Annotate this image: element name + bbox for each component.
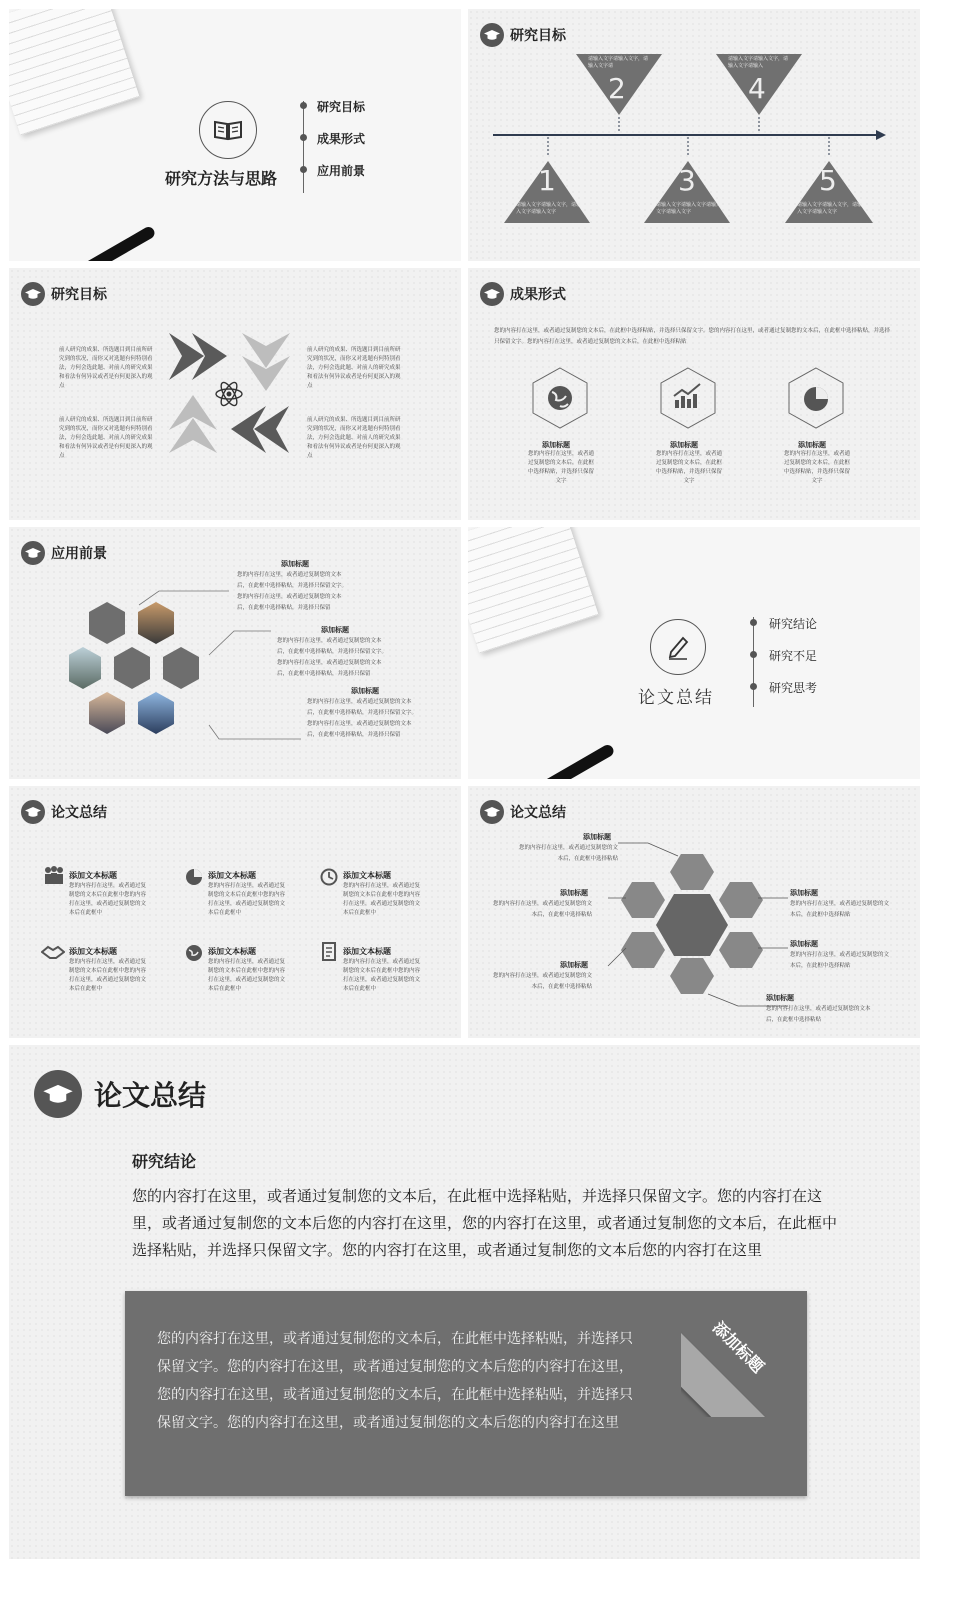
- document-icon: [322, 942, 338, 962]
- agenda-item: 研究思考: [769, 681, 818, 695]
- step-number: 1: [538, 164, 556, 197]
- pen-image: [81, 225, 156, 261]
- item-text: 您的内容打在这里，或者通过复制您的文本后在此框中您的内容打在这里，或者通过复制您的文本后在此框中: [69, 883, 147, 916]
- globe-icon: [530, 366, 590, 430]
- agenda-item: 研究结论: [769, 617, 818, 631]
- item-title: 添加标题: [351, 687, 379, 695]
- step-number: 2: [608, 72, 626, 105]
- slide-outcome-form: [468, 268, 920, 520]
- bullet-dot: [300, 134, 307, 141]
- item-text: 您的内容打在这里，或者通过复制您的文本后，在此框中选择粘贴，并选择只保留文字。您的内容打在这里，或者通过复制您的文本后，在此框中选择粘贴，并选择只保留: [237, 572, 348, 611]
- graduation-cap-icon: [480, 282, 504, 306]
- pencil-icon: [650, 619, 706, 675]
- bullet-dot: [300, 102, 307, 109]
- item-text: 您的内容打在这里，或者通过复制您的文本后，在此框中选择粘贴，并选择只保留文字。您的内容打在这里，或者通过复制您的文本后，在此框中选择粘贴，并选择只保留: [277, 638, 388, 677]
- slide-header: [34, 1070, 206, 1118]
- item-text: 您的内容打在这里，或者通过复制您的文本后，在此框中选择粘贴: [790, 952, 890, 969]
- slide-cover-methods: [9, 9, 461, 261]
- bullet-dot: [300, 166, 307, 173]
- agenda-item: 研究不足: [769, 649, 818, 663]
- slide-title: 论文总结: [51, 805, 107, 821]
- slide-summary-hexagons: [468, 786, 920, 1038]
- step-text: 请输入文字请输入文字，请输入文字请输入文字: [797, 202, 863, 215]
- slide-header: [21, 282, 107, 306]
- agenda-item: 研究目标: [317, 100, 366, 114]
- bullet-dot: [750, 619, 757, 626]
- paragraph: 前人研究的成果、所选题目到目前所研究到的状况，而你又对选题有何特别看法，方何会选此题、对前人的研究成果和看法有何异议或者是有何更深入的观点: [307, 417, 401, 459]
- paragraph: 前人研究的成果、所选题目到目前所研究到的状况，而你又对选题有何特别看法，方何会选此题、对前人的研究成果和看法有何异议或者是有何更深入的观点: [59, 417, 153, 459]
- pie-icon: [786, 366, 846, 430]
- item-title: 添加文本标题: [343, 947, 391, 956]
- item-title: 添加文本标题: [208, 871, 256, 880]
- notebook-image: [468, 527, 598, 653]
- slide-title: 应用前景: [51, 546, 107, 562]
- item-title: 添加文本标题: [343, 871, 391, 880]
- atom-icon: [214, 379, 244, 409]
- slide-title: 研究目标: [510, 28, 566, 44]
- item-title: 添加标题: [560, 961, 588, 969]
- step-text: 请输入文字请输入文字，请输入文字请输入文字: [516, 202, 582, 215]
- bullet-dot: [750, 651, 757, 658]
- notebook-image: [9, 9, 139, 135]
- item-text: 您的内容打在这里，或者通过复制您的文本后，在此框中选择粘贴，并选择只保留文字: [528, 451, 595, 484]
- slide-research-goal-arrows: [9, 268, 461, 520]
- pie-icon: [185, 868, 203, 886]
- paragraph: 前人研究的成果、所选题目到目前所研究到的状况，而你又对选题有何特别看法，方何会选此题、对前人的研究成果和看法有何异议或者是有何更深入的观点: [307, 347, 401, 389]
- slide-cover-conclusion: [468, 527, 920, 779]
- item-title: 添加标题: [790, 940, 818, 948]
- cover-title: 研究方法与思路: [165, 169, 278, 188]
- item-text: 您的内容打在这里，或者通过复制您的文本后在此框中您的内容打在这里，或者通过复制您的文本后在此框中: [208, 959, 286, 992]
- intro-text: 您的内容打在这里，或者通过复制您的文本后，在此框中选择粘贴，并选择只保留文字。您的内容打在这里，或者通过复制您的文本后，在此框中选择粘贴，并选择只保留文字。您的内容打在这里，或者通过复制您的文本后，在此框中选择粘贴: [494, 328, 891, 345]
- graduation-cap-icon: [34, 1070, 82, 1118]
- chart-icon: [658, 366, 718, 430]
- slide-header: [480, 282, 566, 306]
- graduation-cap-icon: [21, 282, 45, 306]
- item-title: 添加标题: [790, 889, 818, 897]
- team-icon: [43, 866, 65, 884]
- item-text: 您的内容打在这里，或者通过复制您的文本后在此框中您的内容打在这里，或者通过复制您的文本后在此框中: [69, 959, 147, 992]
- step-number: 5: [819, 164, 837, 197]
- item-text: 您的内容打在这里，或者通过复制您的文本后在此框中您的内容打在这里，或者通过复制您的文本后在此框中: [343, 959, 421, 992]
- item-text: 您的内容打在这里，或者通过复制您的文本后在此框中您的内容打在这里，或者通过复制您的文本后在此框中: [343, 883, 421, 916]
- step-text: 请输入文字请输入文字，请输入文字请输入: [728, 56, 789, 69]
- item-title: 添加文本标题: [208, 947, 256, 956]
- connector-lines: [9, 527, 461, 779]
- timeline-graphic: [468, 9, 920, 261]
- slide-title: 研究目标: [51, 287, 107, 303]
- paragraph: 前人研究的成果、所选题目到目前所研究到的状况，而你又对选题有何特别看法，方何会选此题、对前人的研究成果和看法有何异议或者是有何更深入的观点: [59, 347, 153, 389]
- cover-divider: [303, 101, 304, 193]
- slide-research-goal-timeline: [468, 9, 920, 261]
- item-title: 添加标题: [281, 560, 309, 568]
- item-title: 添加标题: [798, 441, 826, 449]
- item-title: 添加文本标题: [69, 947, 117, 956]
- graduation-cap-icon: [21, 800, 45, 824]
- corner-ribbon: [681, 1291, 807, 1417]
- cover-divider: [753, 617, 754, 707]
- item-text: 您的内容打在这里，或者通过复制您的文本后，在此框中选择粘贴: [492, 973, 592, 990]
- item-text: 您的内容打在这里，或者通过复制您的文本后，在此框中选择粘贴: [492, 901, 592, 918]
- item-text: 您的内容打在这里，或者通过复制您的文本后，在此框中选择粘贴，并选择只保留文字: [656, 451, 723, 484]
- slide-application-prospects: [9, 527, 461, 779]
- step-number: 4: [748, 72, 766, 105]
- slide-summary-grid: [9, 786, 461, 1038]
- step-text: 请输入文字请输入文字请输入文字请输入文字: [656, 202, 722, 215]
- item-title: 添加文本标题: [69, 871, 117, 880]
- cover-title: 论文总结: [638, 688, 714, 708]
- item-text: 您的内容打在这里，或者通过复制您的文本后，在此框中选择粘贴，并选择只保留文字。您的内容打在这里，或者通过复制您的文本后，在此框中选择粘贴，并选择只保留: [307, 699, 418, 738]
- section-subtitle: 研究结论: [132, 1152, 197, 1171]
- pen-image: [540, 743, 615, 779]
- item-title: 添加标题: [321, 626, 349, 634]
- agenda-item: 成果形式: [317, 132, 366, 146]
- item-title: 添加标题: [670, 441, 698, 449]
- ribbon-label: 添加标题: [708, 1317, 768, 1377]
- slide-title: 成果形式: [510, 287, 566, 303]
- item-text: 您的内容打在这里，或者通过复制您的文本后，在此框中选择粘贴: [766, 1006, 871, 1023]
- bullet-dot: [750, 683, 757, 690]
- agenda-item: 应用前景: [317, 164, 366, 178]
- slide-header: [21, 800, 107, 824]
- book-icon: [199, 101, 257, 159]
- item-text: 您的内容打在这里，或者通过复制您的文本后在此框中您的内容打在这里，或者通过复制您的文本后在此框中: [208, 883, 286, 916]
- item-text: 您的内容打在这里，或者通过复制您的文本后，在此框中选择粘贴，并选择只保留文字: [784, 451, 851, 484]
- step-text: 请输入文字请输入文字，请输入文字请: [588, 56, 649, 69]
- clock-icon: [320, 868, 338, 886]
- item-title: 添加标题: [766, 994, 794, 1002]
- slide-title: 论文总结: [510, 805, 566, 821]
- item-text: 您的内容打在这里，或者通过复制您的文本后，在此框中选择粘贴: [518, 845, 618, 862]
- handshake-icon: [41, 944, 65, 960]
- globe-icon: [185, 944, 203, 962]
- slide-summary-detail: [9, 1045, 920, 1559]
- highlight-text: 您的内容打在这里，或者通过复制您的文本后，在此框中选择粘贴，并选择只保留文字。您的内容打在这里，或者通过复制您的文本后您的内容打在这里，您的内容打在这里，或者通过复制您的文本后，在此框中选择粘贴，并选择只保留文字。您的内容打在这里，或者通过复制您的文本后您的内容打在这里: [157, 1331, 633, 1431]
- item-text: 您的内容打在这里，或者通过复制您的文本后，在此框中选择粘贴: [790, 901, 890, 918]
- item-title: 添加标题: [583, 833, 611, 841]
- section-paragraph: 您的内容打在这里，或者通过复制您的文本后，在此框中选择粘贴，并选择只保留文字。您的内容打在这里，或者通过复制您的文本后您的内容打在这里，您的内容打在这里，或者通过复制您的文本后，在此框中选择粘贴，并选择只保留文字。您的内容打在这里，或者通过复制您的文本后您的内容打在这里: [132, 1187, 838, 1259]
- item-title: 添加标题: [560, 889, 588, 897]
- item-title: 添加标题: [542, 441, 570, 449]
- step-number: 3: [678, 164, 696, 197]
- slide-title: 论文总结: [94, 1079, 207, 1112]
